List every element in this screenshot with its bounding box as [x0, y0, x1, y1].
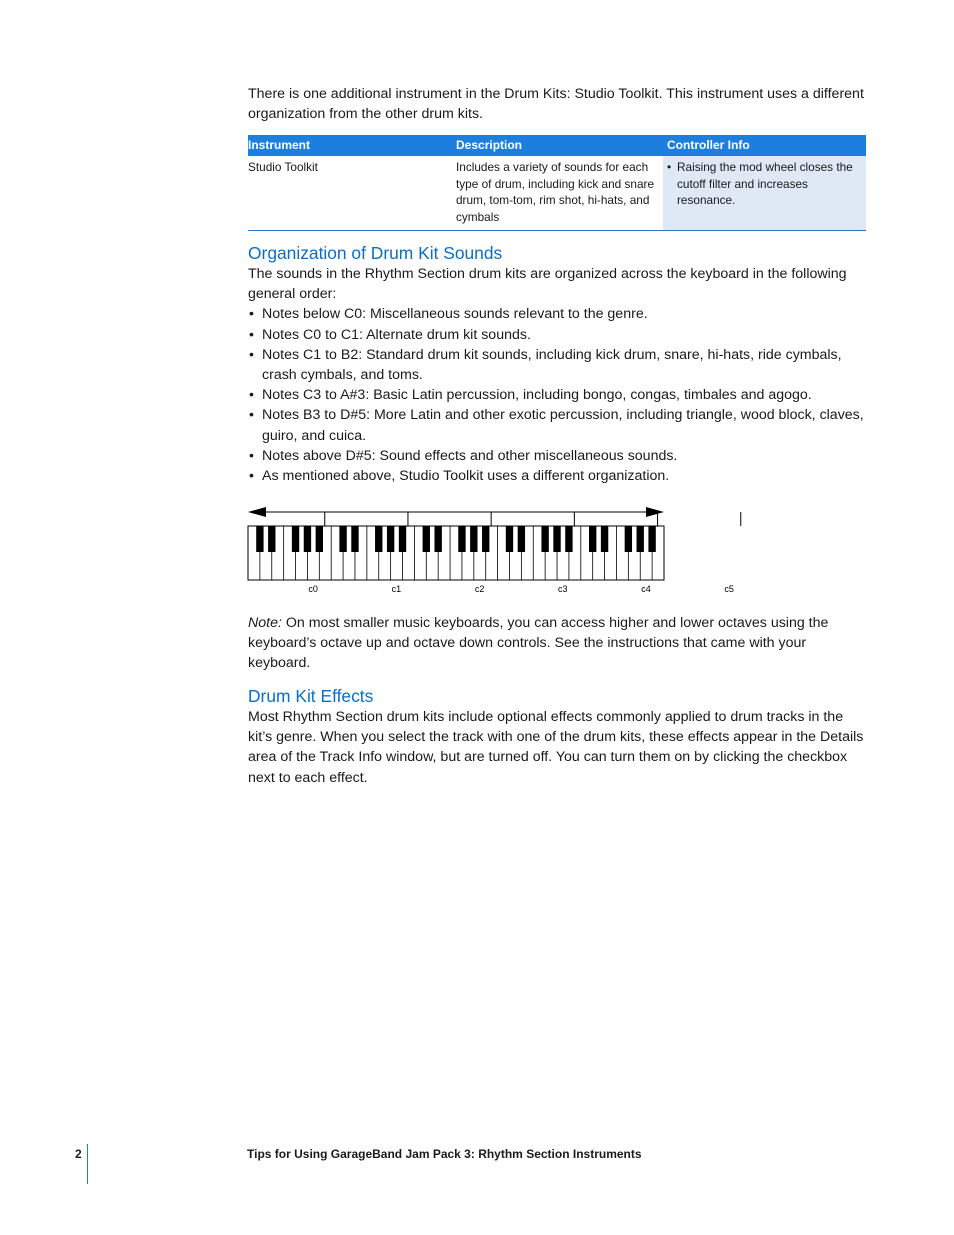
octave-label: c5	[724, 584, 734, 594]
octave-label: c0	[308, 584, 318, 594]
black-key	[541, 526, 548, 552]
note-text: On most smaller music keyboards, you can access higher and lower octaves using the keyboard’s octave up and octave down controls. See the instructions that came with your keyboard.	[248, 615, 829, 672]
controller-text: Raising the mod wheel closes the cutoff filter and increases resonance.	[677, 160, 853, 207]
black-key	[565, 526, 572, 552]
note-label: Note:	[248, 615, 282, 631]
note-block	[248, 613, 866, 674]
bullet-mark: •	[249, 306, 254, 323]
table-cell-description: Includes a variety of sounds for each type of drum, including kick and snare drum, tom-tom, rim shot, hi-hats, and cymbals	[456, 156, 663, 231]
range-arrow	[248, 507, 664, 517]
table-cell-instrument: Studio Toolkit	[248, 156, 456, 231]
section-heading-organization: Organization of Drum Kit Sounds	[248, 243, 503, 263]
octave-label: c3	[558, 584, 568, 594]
black-key	[304, 526, 311, 552]
black-key	[589, 526, 596, 552]
list-item-text: Notes above D#5: Sound effects and other miscellaneous sounds.	[262, 447, 678, 464]
table-cell-controller	[663, 156, 866, 231]
table-header-controller: Controller Info	[663, 135, 866, 156]
black-key	[256, 526, 263, 552]
black-key	[387, 526, 394, 552]
list-item	[248, 304, 866, 324]
black-key	[375, 526, 382, 552]
black-key	[506, 526, 513, 552]
keyboard-diagram	[244, 500, 734, 605]
black-key	[292, 526, 299, 552]
list-item	[248, 405, 866, 445]
bullet-mark: •	[249, 447, 254, 464]
note-paragraph	[248, 613, 866, 674]
footer-divider	[87, 1144, 88, 1184]
bullet-mark: •	[249, 326, 254, 343]
black-key	[482, 526, 489, 552]
black-key	[268, 526, 275, 552]
arrow-right-head	[646, 507, 664, 517]
note-range-list	[248, 304, 866, 486]
footer-title: Tips for Using GarageBand Jam Pack 3: Rhythm Section Instruments	[247, 1147, 642, 1161]
black-key	[423, 526, 430, 552]
list-item	[248, 446, 866, 466]
list-item-text: Notes B3 to D#5: More Latin and other exotic percussion, including triangle, wood block, claves, guiro, and cuica.	[262, 407, 864, 444]
black-key	[648, 526, 655, 552]
bullet-mark: •	[249, 387, 254, 404]
list-item-text: As mentioned above, Studio Toolkit uses a different organization.	[262, 468, 670, 485]
black-key	[351, 526, 358, 552]
list-item	[248, 466, 866, 486]
list-item-text: Notes C0 to C1: Alternate drum kit sounds.	[262, 326, 531, 343]
list-item-text: Notes below C0: Miscellaneous sounds relevant to the genre.	[262, 306, 648, 323]
list-item	[248, 385, 866, 405]
keyboard-svg	[244, 500, 734, 600]
black-key	[637, 526, 644, 552]
list-item-text: Notes C1 to B2: Standard drum kit sounds, including kick drum, snare, hi-hats, ride cymbals, crash cymbals, and toms.	[262, 346, 842, 384]
section-body-organization: The sounds in the Rhythm Section drum kits are organized across the keyboard in the following general order:	[248, 266, 847, 303]
black-key	[470, 526, 477, 552]
black-key	[625, 526, 632, 552]
section-heading-effects: Drum Kit Effects	[248, 686, 374, 706]
octave-label: c4	[641, 584, 651, 594]
section-effects	[248, 685, 866, 788]
table-header-row	[248, 135, 866, 156]
instrument-table	[248, 135, 866, 231]
black-key	[553, 526, 560, 552]
table-header-instrument: Instrument	[248, 135, 456, 156]
octave-ticks	[325, 512, 741, 526]
black-key	[316, 526, 323, 552]
black-key	[601, 526, 608, 552]
arrow-left-head	[248, 507, 266, 517]
table-row	[248, 156, 866, 231]
octave-label: c1	[391, 584, 402, 594]
black-key	[518, 526, 525, 552]
black-key	[399, 526, 406, 552]
black-key	[434, 526, 441, 552]
list-item	[248, 345, 866, 385]
bullet-mark: •	[249, 468, 254, 485]
intro-block	[248, 84, 866, 124]
black-key	[458, 526, 465, 552]
octave-label: c2	[474, 584, 485, 594]
instrument-table-wrap	[248, 135, 866, 231]
section-organization	[248, 242, 866, 486]
list-item-text: Notes C3 to A#3: Basic Latin percussion, including bongo, congas, timbales and agogo.	[262, 387, 812, 404]
section-body-effects: Most Rhythm Section drum kits include optional effects commonly applied to drum tracks in the kit’s genre. When you select the track with one of the drum kits, these effects appear in the Details area of the Track Info window, but are turned off. You can turn them on by clicking the checkbox next to each effect.	[248, 709, 864, 786]
intro-paragraph: There is one additional instrument in the Drum Kits: Studio Toolkit. This instrument uses a different organization from the other drum kits.	[248, 86, 864, 123]
table-header-description: Description	[456, 135, 663, 156]
list-item	[248, 325, 866, 345]
bullet-mark: •	[667, 160, 672, 174]
bullet-mark: •	[249, 407, 254, 424]
bullet-mark: •	[249, 346, 254, 363]
page-number: 2	[75, 1147, 82, 1161]
octave-labels	[308, 584, 734, 594]
black-key	[339, 526, 346, 552]
